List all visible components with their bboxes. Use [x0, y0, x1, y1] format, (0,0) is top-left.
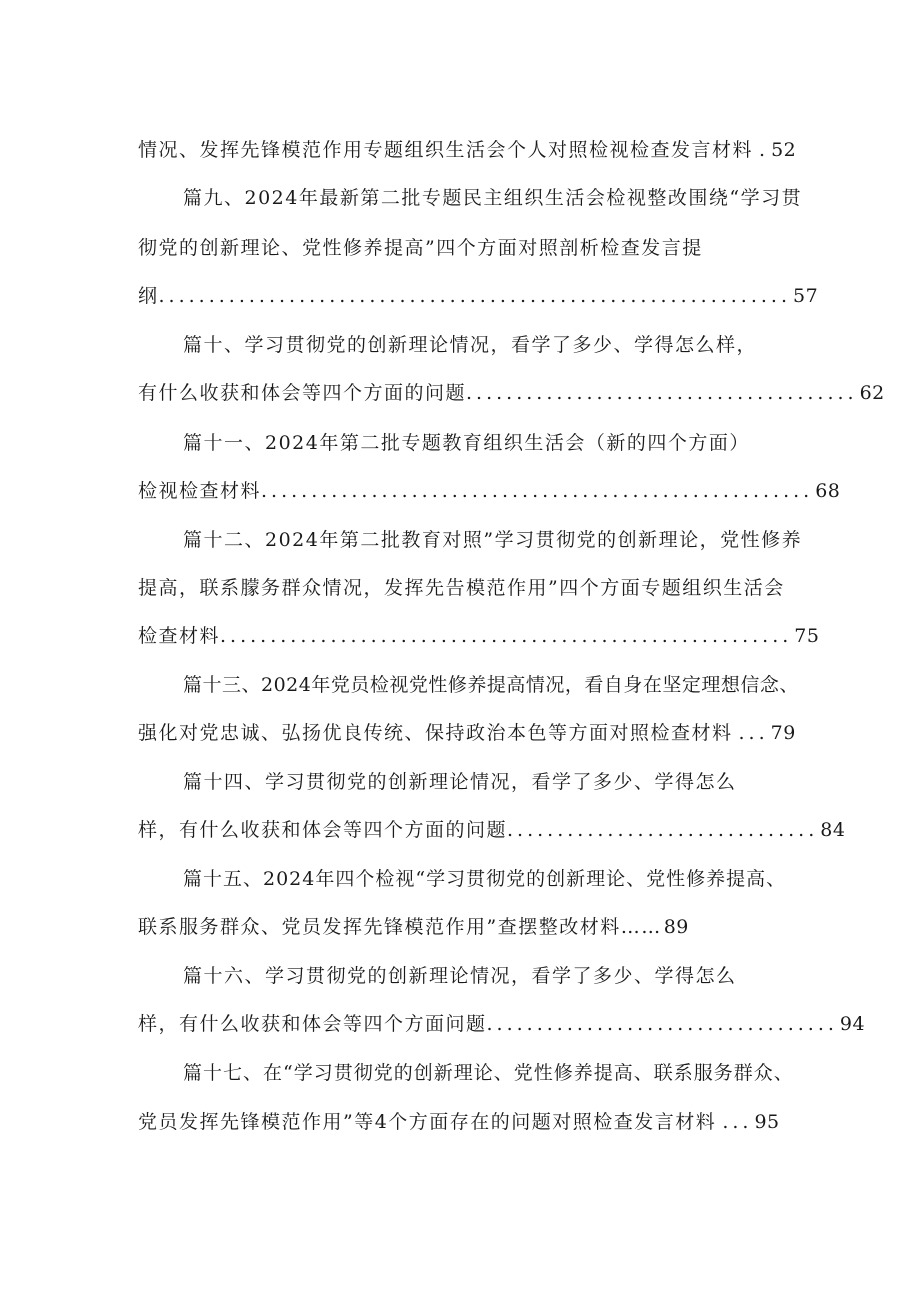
toc-entry-text: 党员发挥先锋模范作用”等4个方面存在的问题对照检查发言材料	[138, 1111, 717, 1133]
toc-leader: ...	[722, 1111, 753, 1133]
toc-entry-text: 篇十二、2024年第二批教育对照”学习贯彻党的创新理论，党性修养	[183, 529, 803, 551]
toc-entry-line	[138, 573, 785, 603]
toc-page-number: 57	[793, 285, 819, 307]
toc-entry-text: 检视检查材料	[138, 480, 262, 502]
toc-leader: ...................................	[486, 1013, 838, 1035]
toc-entry-text: 样，有什么收获和体会等四个方面的问题	[138, 819, 508, 841]
toc-leader: .......................................	[466, 382, 858, 404]
toc-page-number: 94	[839, 1013, 866, 1035]
toc-entry-text: 检查材料	[138, 625, 221, 647]
toc-leader: .	[759, 139, 770, 161]
toc-entry-line	[183, 864, 786, 894]
toc-leader: .........................................................	[220, 625, 793, 647]
toc-leader: ...............................	[507, 819, 819, 841]
toc-page-number: 62	[859, 382, 885, 404]
toc-entry-text: 情况、发挥先锋模范作用专题组织生活会个人对照检视检查发言材料	[138, 139, 754, 161]
toc-entry-line	[183, 428, 750, 458]
toc-entry-line	[138, 476, 841, 506]
toc-page-number: 68	[815, 480, 841, 502]
toc-entry-text: 有什么收获和体会等四个方面的问题	[138, 382, 467, 404]
toc-entry-text: 篇九、2024年最新第二批专题民主组织生活会检视整改围绕“学习贯	[183, 187, 803, 209]
toc-entry-text: 彻党的创新理论、党性修养提高”四个方面对照剖析检查发言提	[138, 237, 703, 259]
toc-entry-line	[183, 961, 737, 991]
toc-entry-line	[138, 1107, 780, 1137]
toc-entry-text: 强化对党忠诚、弘扬优良传统、保持政治本色等方面对照检查材料	[138, 722, 733, 744]
toc-entry-text: 篇十四、学习贯彻党的创新理论情况，看学了多少、学得怎么	[183, 771, 737, 793]
toc-entry-line	[138, 135, 797, 165]
toc-page-number: 75	[794, 625, 820, 647]
toc-entry-line	[138, 378, 885, 408]
toc-entry-line	[138, 233, 703, 263]
toc-entry-line	[183, 525, 802, 555]
toc-entry-line	[138, 912, 689, 942]
toc-entry-line	[138, 281, 819, 311]
toc-leader: ...	[738, 722, 769, 744]
toc-page-number: 52	[771, 139, 797, 161]
toc-entry-line	[183, 183, 802, 213]
toc-entry-text: 纲	[138, 285, 159, 307]
toc-entry-line	[138, 718, 796, 748]
toc-page-number: 95	[754, 1111, 780, 1133]
toc-entry-text: 提高，联系朦务群众情况，发挥先告模范作用”四个方面专题组织生活会	[138, 577, 785, 599]
toc-entry-line	[138, 621, 820, 651]
toc-page-number: 84	[820, 819, 846, 841]
toc-leader: ...............................................................	[158, 285, 792, 307]
toc-entry-line	[183, 1058, 794, 1088]
toc-leader: .......................................................	[261, 480, 814, 502]
toc-entry-text: 样，有什么收获和体会等四个方面问题	[138, 1013, 487, 1035]
toc-entry-text: 篇十五、2024年四个检视“学习贯彻党的创新理论、党性修养提高、	[183, 868, 787, 890]
toc-entry-text: 篇十三、2024年党员检视党性修养提高情况，看自身在坚定理想信念、	[183, 674, 799, 696]
toc-entry-line	[183, 330, 757, 360]
toc-entry-line	[138, 1009, 866, 1039]
toc-entry-text: 篇十六、学习贯彻党的创新理论情况，看学了多少、学得怎么	[183, 965, 737, 987]
toc-entry-text: 篇十七、在“学习贯彻党的创新理论、党性修养提高、联系服务群众、	[183, 1062, 794, 1084]
toc-leader: ……	[620, 916, 662, 938]
toc-page-number: 89	[663, 916, 689, 938]
toc-entry-text: 篇十、学习贯彻党的创新理论情况，看学了多少、学得怎么样，	[183, 334, 758, 356]
toc-entry-line	[183, 670, 799, 700]
toc-entry-line	[138, 815, 846, 845]
toc-entry-text: 联系服务群众、党员发挥先锋模范作用”查摆整改材料	[138, 916, 621, 938]
toc-entry-line	[183, 767, 737, 797]
toc-page-number: 79	[770, 722, 796, 744]
toc-entry-text: 篇十一、2024年第二批专题教育组织生活会（新的四个方面）	[183, 432, 750, 454]
